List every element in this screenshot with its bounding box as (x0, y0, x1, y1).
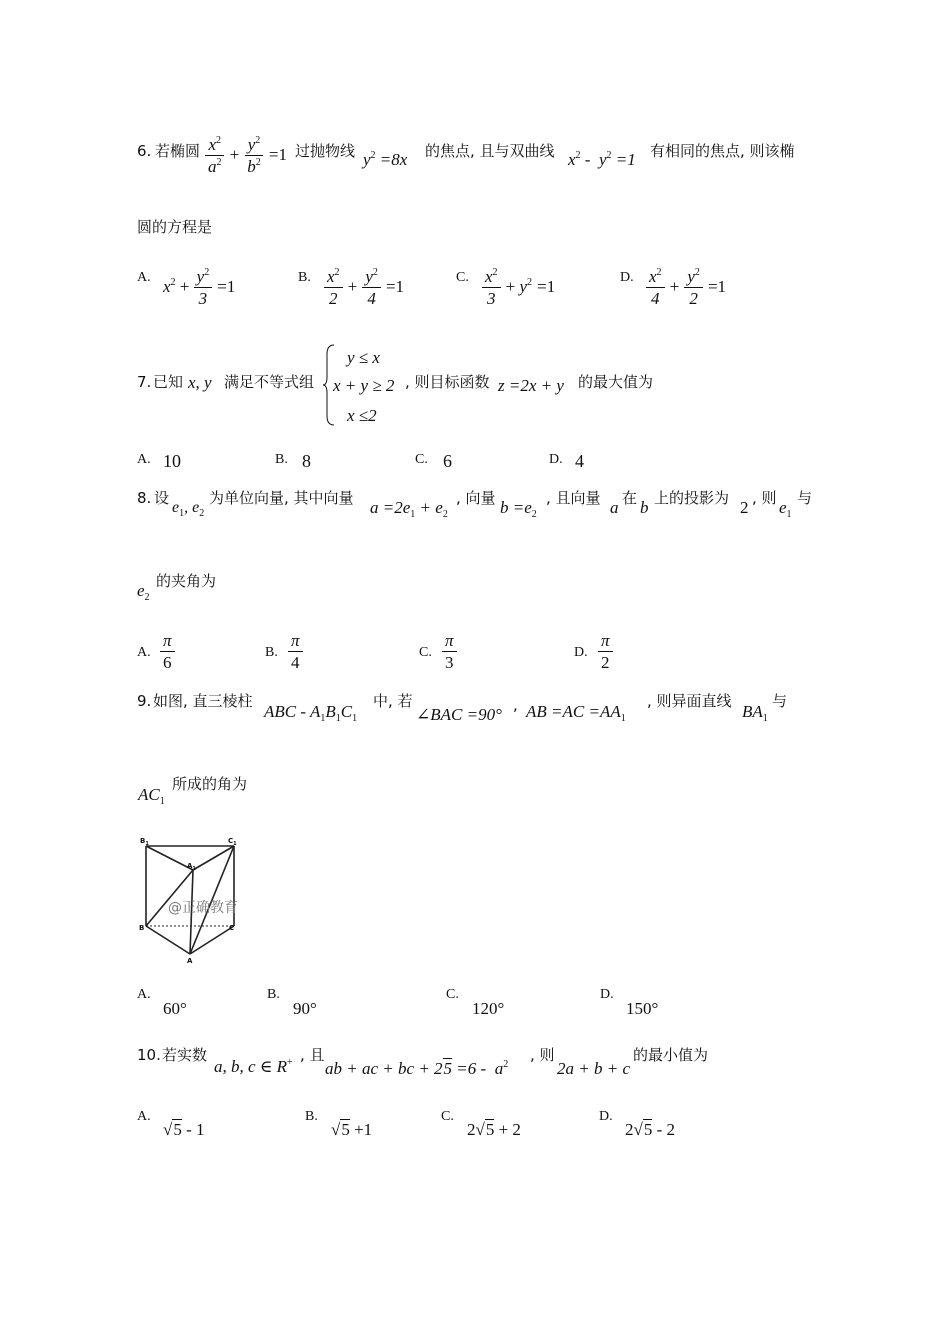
q7-constraint-3: x ≤2 (347, 406, 377, 425)
q6-ellipse-equation: $\frac{x^2}{a^2}$ + $\frac{y^2}{b^2}$ =1 (205, 136, 287, 175)
q10-option-b-math: √5 +1 (331, 1120, 373, 1139)
q8-option-b-math: $\frac{\pi}{4}$ (288, 632, 303, 671)
q10-option-d-math: 2√5 - 2 (625, 1120, 676, 1139)
q9-prism-figure (138, 832, 242, 964)
q7-constraint-2: x + y ≥ 2 (333, 376, 395, 395)
q9-option-b-label[interactable]: B. (267, 987, 280, 1002)
q8-text-10: 的夹角为 (156, 572, 217, 590)
q8-option-c-label[interactable]: C. (419, 645, 432, 660)
q7-option-a-value: 10 (163, 451, 181, 471)
q7-constraint-1: y ≤ x (347, 348, 380, 367)
q9-option-c-value: 120° (472, 999, 505, 1018)
q7-text-4: 的最大值为 (578, 373, 654, 391)
q9-option-d-label[interactable]: D. (600, 987, 614, 1002)
svg-text:C1: $C_1$ (228, 837, 237, 847)
q8-text-8: , 则 (752, 489, 777, 507)
q9-text-1: 如图, 直三棱柱 (153, 692, 253, 710)
q6-option-c-math: $\frac{x^2}{3}$ + $y^2 =1$ (482, 268, 555, 307)
q9-prism: ABC - $A_1B_1C_1$ (264, 702, 358, 724)
q10-number: 10. (137, 1046, 161, 1064)
q8-e1-e2: $e_1$, $e_2$ (172, 499, 205, 519)
q8-text-5: 在 (622, 489, 638, 507)
q9-text-4: , 则异面直线 (647, 692, 732, 710)
q7-option-c-label[interactable]: C. (415, 452, 428, 467)
q9-angle: ∠BAC =90° (416, 705, 502, 724)
q10-text-3: , 则 (530, 1046, 555, 1064)
q8-option-c-math: $\frac{\pi}{3}$ (442, 632, 457, 671)
q6-number: 6. (137, 142, 152, 160)
q7-number: 7. (137, 373, 152, 391)
q8-text-2: 为单位向量, 其中向量 (209, 489, 354, 507)
q8-text-3: , 向量 (456, 489, 496, 507)
q8-number: 8. (137, 489, 152, 507)
q8-a: a (610, 498, 619, 517)
svg-text:A1: $A_1$ (187, 862, 196, 872)
q7-option-b-value: 8 (302, 451, 311, 471)
svg-text:C: C (229, 924, 235, 932)
q9-number: 9. (137, 692, 152, 710)
q7-vars: x, y (188, 373, 212, 392)
q6-text-2: 过抛物线 (295, 142, 356, 160)
q6-option-a-math: $x^2$ + $\frac{y^2}{3}$ =1 (163, 267, 236, 308)
q10-text-1: 若实数 (162, 1046, 208, 1064)
q8-text-4: , 且向量 (546, 489, 601, 507)
q6-option-d-label[interactable]: D. (620, 270, 634, 285)
q8-e1: $e_1$ (779, 498, 792, 520)
q7-option-c-value: 6 (443, 451, 452, 471)
q6-option-b-math: $\frac{x^2}{2}$ + $\frac{y^2}{4}$ =1 (324, 268, 404, 307)
q10-option-c-math: 2√5 + 2 (467, 1120, 521, 1139)
q6-hyperbola: $x^2 - y^2 =1$ (568, 150, 636, 169)
q9-equal-lengths: AB $=AC =AA_1$ (526, 702, 626, 724)
q6-option-b-label[interactable]: B. (298, 270, 311, 285)
q8-projection-value: 2 (740, 498, 749, 517)
q8-option-a-math: $\frac{\pi}{6}$ (160, 632, 175, 671)
q9-option-a-label[interactable]: A. (137, 987, 151, 1002)
q8-vector-a: $a =2e_1 + e_2$ (370, 498, 448, 520)
svg-text:B1: $B_1$ (140, 837, 149, 847)
q10-option-c-label[interactable]: C. (441, 1109, 454, 1124)
q8-e2: $e_2$ (137, 581, 150, 603)
q9-option-c-label[interactable]: C. (446, 987, 459, 1002)
q6-parabola: $y^2 =8x$ (363, 150, 408, 169)
q6-text-5: 圆的方程是 (137, 218, 213, 236)
q10-condition: ab + ac + bc + $25 =6 - a^2$ (325, 1059, 509, 1078)
q7-option-d-label[interactable]: D. (549, 452, 563, 467)
q9-ac1: $AC_1$ (138, 785, 165, 807)
q6-option-d-math: $\frac{x^2}{4}$ + $\frac{y^2}{2}$ =1 (646, 268, 726, 307)
q8-option-d-math: $\frac{\pi}{2}$ (598, 632, 613, 671)
q7-option-b-label[interactable]: B. (275, 452, 288, 467)
svg-text:B: B (139, 924, 145, 932)
q9-text-2: 中, 若 (373, 692, 413, 710)
q10-option-a-label[interactable]: A. (137, 1109, 151, 1124)
q10-domain: a, b, c ∈ R+ (214, 1057, 293, 1076)
q8-text-1: 设 (154, 489, 170, 507)
q9-option-a-value: 60° (163, 999, 187, 1018)
q7-text-1: 已知 (153, 373, 184, 391)
q9-figure-watermark: @正确教育 (168, 900, 238, 916)
q9-option-d-value: 150° (626, 999, 659, 1018)
q6-text-4: 有相同的焦点, 则该椭 (650, 142, 795, 160)
q9-text-3: , (513, 696, 518, 714)
q8-option-b-label[interactable]: B. (265, 645, 278, 660)
q8-option-a-label[interactable]: A. (137, 645, 151, 660)
q6-option-c-label[interactable]: C. (456, 270, 469, 285)
q10-option-a-math: √5 - 1 (163, 1120, 205, 1139)
q8-option-d-label[interactable]: D. (574, 645, 588, 660)
q8-b: b (640, 498, 649, 517)
q10-option-d-label[interactable]: D. (599, 1109, 613, 1124)
svg-text:A: A (187, 957, 193, 964)
q7-text-2: 满足不等式组 (224, 373, 315, 391)
q10-text-2: , 且 (300, 1046, 325, 1064)
q10-expression: 2a + b + c (557, 1059, 631, 1078)
q10-option-b-label[interactable]: B. (305, 1109, 318, 1124)
q7-option-a-label[interactable]: A. (137, 452, 151, 467)
q8-text-6: 上的投影为 (654, 489, 730, 507)
q9-ba1: $BA_1$ (742, 702, 768, 724)
q6-text-1: 若椭圆 (155, 142, 201, 160)
q9-option-b-value: 90° (293, 999, 317, 1018)
q8-vector-b: $b =e_2$ (500, 498, 537, 520)
q7-text-3: , 则目标函数 (405, 373, 490, 391)
q7-objective: z =2x + y (498, 376, 564, 395)
q9-text-5: 与 (772, 692, 788, 710)
q7-option-d-value: 4 (575, 451, 584, 471)
q6-option-a-label[interactable]: A. (137, 270, 151, 285)
q8-text-9: 与 (797, 489, 813, 507)
q6-text-3: 的焦点, 且与双曲线 (425, 142, 555, 160)
q9-text-6: 所成的角为 (172, 775, 248, 793)
q10-text-4: 的最小值为 (633, 1046, 709, 1064)
